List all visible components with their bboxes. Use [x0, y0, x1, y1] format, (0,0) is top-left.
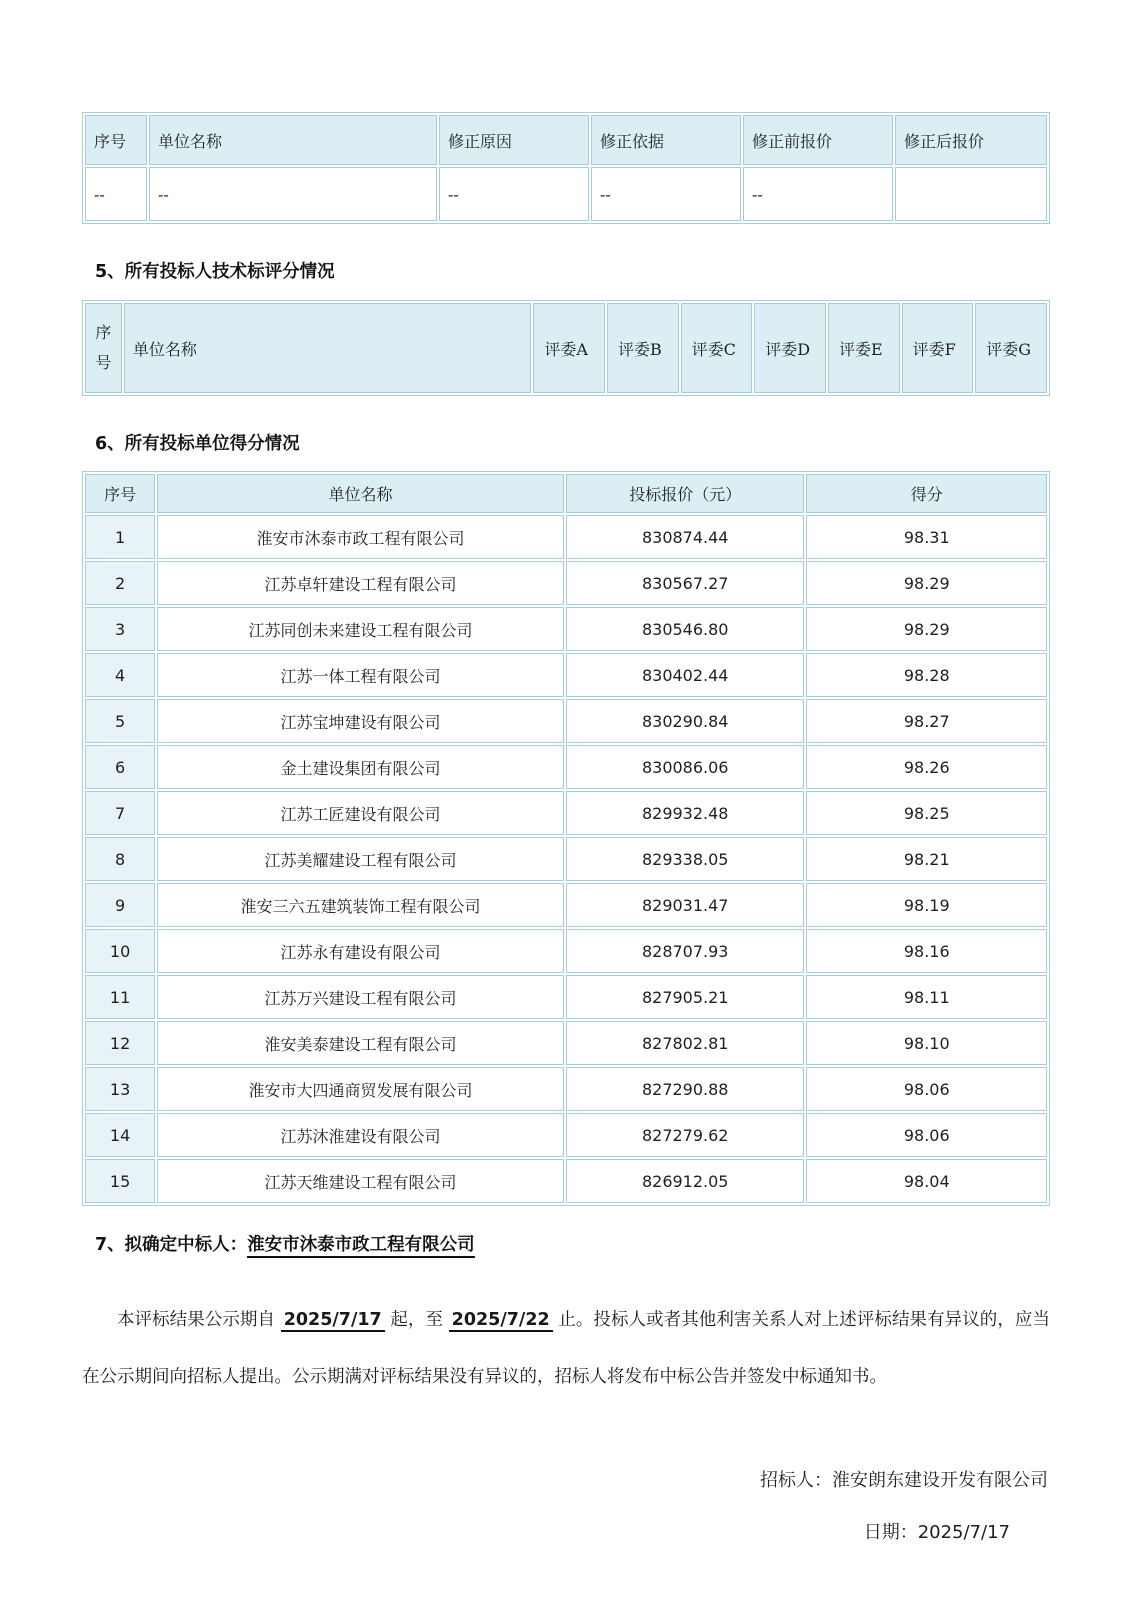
- score-table-header-row: [85, 474, 1047, 513]
- cell: 淮安市大四通商贸发展有限公司: [157, 1067, 564, 1111]
- cell: 江苏宝坤建设有限公司: [157, 699, 564, 743]
- tech-header-judge-d: 评委D: [754, 303, 826, 393]
- table-row: [85, 515, 1047, 559]
- cell: --: [439, 167, 589, 221]
- winner-name: 淮安市沐泰市政工程有限公司: [247, 1235, 475, 1258]
- section6-heading: 6、所有投标单位得分情况: [95, 434, 300, 454]
- cell: 827279.62: [566, 1113, 804, 1157]
- tech-score-table: [82, 300, 1050, 396]
- correction-header-price-before: 修正前报价: [743, 115, 893, 165]
- cell: 3: [85, 607, 155, 651]
- cell: 98.19: [806, 883, 1047, 927]
- table-row: [85, 1067, 1047, 1111]
- table-row: [85, 1021, 1047, 1065]
- cell: 江苏永有建设有限公司: [157, 929, 564, 973]
- cell: 827905.21: [566, 975, 804, 1019]
- tech-header-seq: 序号: [85, 303, 122, 393]
- cell: 江苏沐淮建设有限公司: [157, 1113, 564, 1157]
- cell: 98.28: [806, 653, 1047, 697]
- cell: 14: [85, 1113, 155, 1157]
- cell: 830086.06: [566, 745, 804, 789]
- correction-header-reason: 修正原因: [439, 115, 589, 165]
- tenderer-line: 招标人：淮安朗东建设开发有限公司: [760, 1470, 1048, 1491]
- cell: 8: [85, 837, 155, 881]
- tech-score-header-row: [85, 303, 1047, 393]
- cell: 6: [85, 745, 155, 789]
- cell: 98.29: [806, 561, 1047, 605]
- table-row: [85, 975, 1047, 1019]
- cell: 98.11: [806, 975, 1047, 1019]
- cell: 7: [85, 791, 155, 835]
- cell: 98.25: [806, 791, 1047, 835]
- cell: 830567.27: [566, 561, 804, 605]
- cell: 829338.05: [566, 837, 804, 881]
- cell: 12: [85, 1021, 155, 1065]
- cell: 4: [85, 653, 155, 697]
- tech-header-judge-c: 评委C: [681, 303, 753, 393]
- cell: 10: [85, 929, 155, 973]
- notice-text-2: 起，至: [390, 1310, 444, 1330]
- cell: 98.10: [806, 1021, 1047, 1065]
- table-row: [85, 1159, 1047, 1203]
- cell: --: [743, 167, 893, 221]
- cell: 829031.47: [566, 883, 804, 927]
- cell: 江苏美耀建设工程有限公司: [157, 837, 564, 881]
- table-row: [85, 837, 1047, 881]
- correction-table-header-row: [85, 115, 1047, 165]
- notice-text-1: 本评标结果公示期自: [117, 1310, 276, 1330]
- tech-header-judge-f: 评委F: [902, 303, 974, 393]
- cell: --: [591, 167, 741, 221]
- score-header-name: 单位名称: [157, 474, 564, 513]
- table-row: [85, 699, 1047, 743]
- cell: 江苏万兴建设工程有限公司: [157, 975, 564, 1019]
- score-table-body: [85, 515, 1047, 1203]
- section5-heading: 5、所有投标人技术标评分情况: [95, 262, 335, 282]
- cell: 827290.88: [566, 1067, 804, 1111]
- cell: 江苏卓轩建设工程有限公司: [157, 561, 564, 605]
- table-row: [85, 745, 1047, 789]
- notice-paragraph: [82, 1292, 1050, 1406]
- score-header-seq: 序号: [85, 474, 155, 513]
- cell: 98.31: [806, 515, 1047, 559]
- score-header-score: 得分: [806, 474, 1047, 513]
- tech-header-judge-e: 评委E: [828, 303, 900, 393]
- cell: 98.06: [806, 1067, 1047, 1111]
- cell: 5: [85, 699, 155, 743]
- table-row: [85, 791, 1047, 835]
- cell: 98.26: [806, 745, 1047, 789]
- table-row: [85, 929, 1047, 973]
- correction-header-basis: 修正依据: [591, 115, 741, 165]
- cell: 98.27: [806, 699, 1047, 743]
- cell: 98.04: [806, 1159, 1047, 1203]
- correction-header-name: 单位名称: [149, 115, 437, 165]
- publicity-start-date: 2025/7/17: [281, 1310, 385, 1332]
- cell: 1: [85, 515, 155, 559]
- cell: 江苏同创未来建设工程有限公司: [157, 607, 564, 651]
- cell: 828707.93: [566, 929, 804, 973]
- cell: 2: [85, 561, 155, 605]
- notice-text-3: 止。投标人或者其他利害关系人对上述评标结果有异议的，应当在公示期间向招标人提出。公示期满对评标结果没有异议的，招标人将发布中标公告并签发中标通知书。: [82, 1310, 1050, 1387]
- section7-prefix: 7、拟确定中标人：: [95, 1235, 248, 1255]
- cell: 830402.44: [566, 653, 804, 697]
- table-row: [85, 883, 1047, 927]
- cell: 淮安三六五建筑装饰工程有限公司: [157, 883, 564, 927]
- cell: 830546.80: [566, 607, 804, 651]
- publicity-end-date: 2025/7/22: [449, 1310, 553, 1332]
- cell: 827802.81: [566, 1021, 804, 1065]
- cell: 11: [85, 975, 155, 1019]
- correction-table-data-row: [85, 167, 1047, 221]
- correction-header-price-after: 修正后报价: [895, 115, 1047, 165]
- section7-heading: [95, 1231, 1050, 1256]
- cell: 826912.05: [566, 1159, 804, 1203]
- cell: 江苏天维建设工程有限公司: [157, 1159, 564, 1203]
- cell: 9: [85, 883, 155, 927]
- cell: [895, 167, 1047, 221]
- tech-header-judge-b: 评委B: [607, 303, 679, 393]
- date-line: 日期：2025/7/17: [863, 1522, 1010, 1543]
- table-row: [85, 561, 1047, 605]
- cell: 金土建设集团有限公司: [157, 745, 564, 789]
- score-table: [82, 471, 1050, 1206]
- cell: 98.29: [806, 607, 1047, 651]
- correction-table: [82, 112, 1050, 224]
- cell: 98.21: [806, 837, 1047, 881]
- cell: 淮安市沐泰市政工程有限公司: [157, 515, 564, 559]
- cell: 江苏一体工程有限公司: [157, 653, 564, 697]
- tech-header-judge-g: 评委G: [975, 303, 1047, 393]
- score-header-price: 投标报价（元）: [566, 474, 804, 513]
- cell: 淮安美泰建设工程有限公司: [157, 1021, 564, 1065]
- table-row: [85, 607, 1047, 651]
- cell: 830290.84: [566, 699, 804, 743]
- cell: 江苏工匠建设有限公司: [157, 791, 564, 835]
- table-row: [85, 653, 1047, 697]
- cell: 15: [85, 1159, 155, 1203]
- correction-header-seq: 序号: [85, 115, 147, 165]
- cell: 98.16: [806, 929, 1047, 973]
- cell: 829932.48: [566, 791, 804, 835]
- tech-header-judge-a: 评委A: [533, 303, 605, 393]
- table-row: [85, 1113, 1047, 1157]
- cell: 13: [85, 1067, 155, 1111]
- cell: 98.06: [806, 1113, 1047, 1157]
- tech-header-name: 单位名称: [124, 303, 531, 393]
- cell: 830874.44: [566, 515, 804, 559]
- cell: --: [85, 167, 147, 221]
- cell: --: [149, 167, 437, 221]
